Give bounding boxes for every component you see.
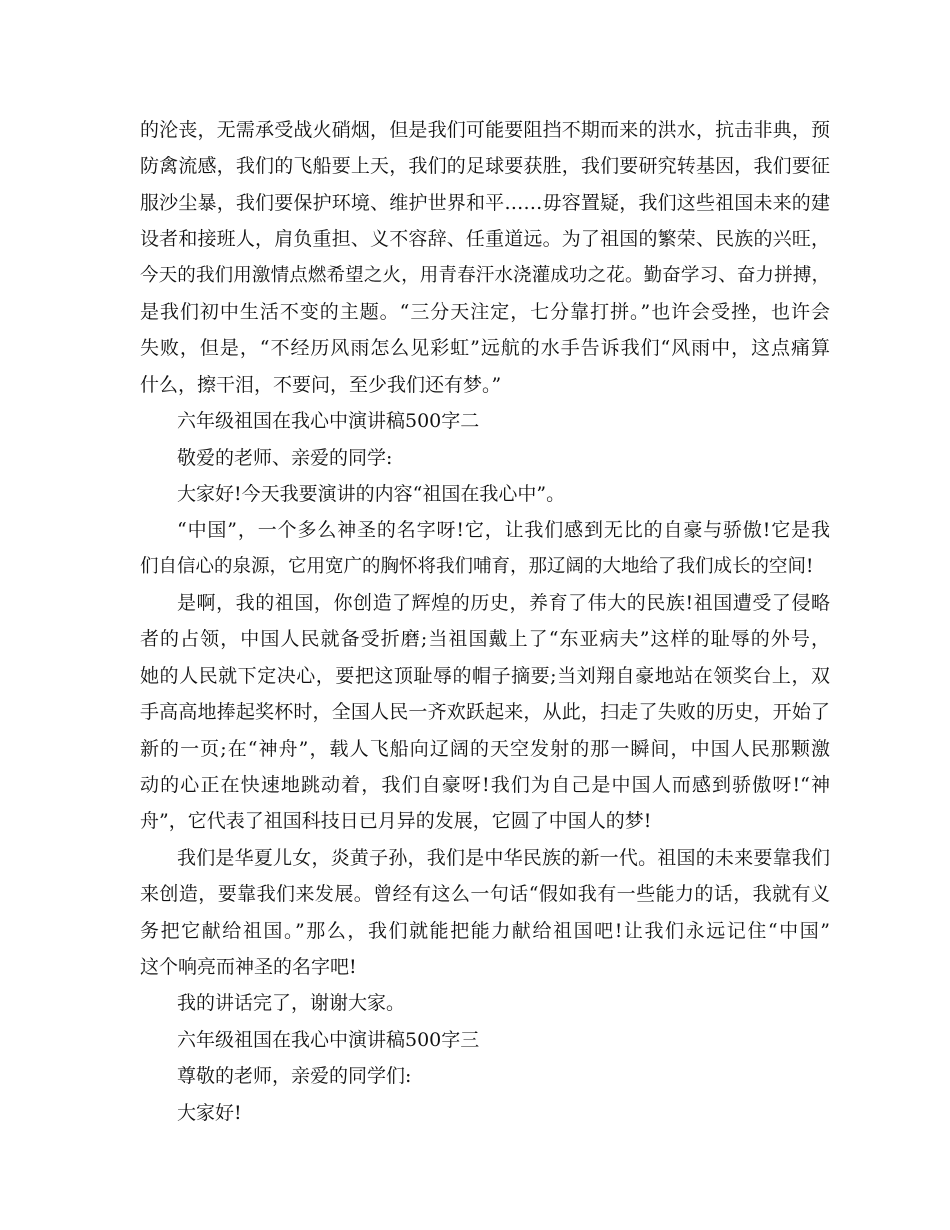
text-line: 失败，但是，“不经历风雨怎么见彩虹”远航的水手告诉我们“风雨中，这点痛算: [140, 337, 830, 360]
text-line: 来创造，要靠我们来发展。曾经有这么一句话“假如我有一些能力的话，我就有义: [140, 883, 830, 906]
greeting: 大家好!: [177, 1101, 242, 1124]
text-line: 这个响亮而神圣的名字吧!: [140, 955, 357, 978]
section-heading: 六年级祖国在我心中演讲稿500字二: [177, 410, 480, 433]
text-line: 们自信心的泉源，它用宽广的胸怀将我们哺育，那辽阔的大地给了我们成长的空间!: [140, 555, 814, 577]
text-line: 是啊，我的祖国，你创造了辉煌的历史，养育了伟大的民族!祖国遭受了侵略: [177, 592, 830, 615]
text-line: 动的心正在快速地跳动着，我们自豪呀!我们为自己是中国人而感到骄傲呀!“神: [140, 774, 830, 797]
section-heading: 六年级祖国在我心中演讲稿500字三: [177, 1028, 480, 1051]
salutation: 尊敬的老师，亲爱的同学们:: [177, 1065, 412, 1088]
text-line: 舟”，它代表了祖国科技日已月异的发展，它圆了中国人的梦!: [140, 810, 652, 833]
text-line: 防禽流感，我们的飞船要上天，我们的足球要获胜，我们要研究转基因，我们要征: [140, 155, 830, 178]
closing-line: 我的讲话完了，谢谢大家。: [177, 992, 406, 1015]
text-line: 服沙尘暴，我们要保护环境、维护世界和平……毋容置疑，我们这些祖国未来的建: [140, 191, 830, 214]
text-line: 她的人民就下定决心，要把这顶耻辱的帽子摘要;当刘翔自豪地站在领奖台上，双: [140, 664, 830, 687]
text-line: 的沦丧，无需承受战火硝烟，但是我们可能要阻挡不期而来的洪水，抗击非典，预: [140, 119, 830, 141]
text-line: 设者和接班人，肩负重担、义不容辞、任重道远。为了祖国的繁荣、民族的兴旺，: [140, 228, 830, 251]
salutation: 敬爱的老师、亲爱的同学:: [177, 446, 393, 469]
text-line: 手高高地捧起奖杯时，全国人民一齐欢跃起来，从此，扫走了失败的历史，开始了: [140, 701, 830, 724]
text-line: 者的占领，中国人民就备受折磨;当祖国戴上了“东亚病夫”这样的耻辱的外号，: [140, 628, 830, 651]
greeting: 大家好!今天我要演讲的内容“祖国在我心中”。: [177, 482, 566, 505]
text-line: 今天的我们用激情点燃希望之火，用青春汗水浇灌成功之花。勤奋学习、奋力拼搏，: [140, 264, 830, 286]
document-body: [140, 112, 830, 1131]
text-line: 务把它献给祖国。”那么，我们就能把能力献给祖国吧!让我们永远记住“中国”: [140, 919, 830, 942]
text-line: “中国”，一个多么神圣的名字呀!它，让我们感到无比的自豪与骄傲!它是我: [177, 519, 830, 542]
text-line: 什么，擦干泪，不要问，至少我们还有梦。”: [140, 373, 502, 396]
text-line: 我们是华夏儿女，炎黄子孙，我们是中华民族的新一代。祖国的未来要靠我们: [177, 846, 830, 869]
text-line: 新的一页;在“神舟”，载人飞船向辽阔的天空发射的那一瞬间，中国人民那颗激: [140, 737, 830, 760]
text-line: 是我们初中生活不变的主题。“三分天注定，七分靠打拼。”也许会受挫，也许会: [140, 300, 830, 323]
